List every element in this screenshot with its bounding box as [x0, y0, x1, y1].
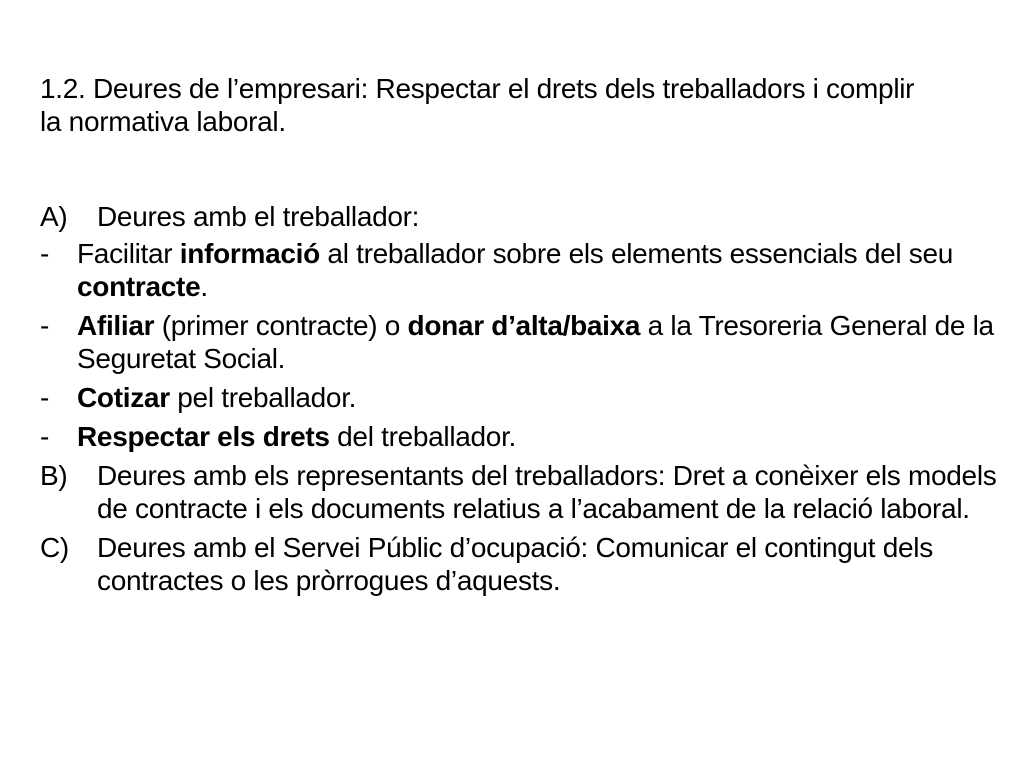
duty-text-part: (primer contracte) o — [154, 310, 408, 341]
duty-marker: - — [40, 310, 50, 341]
section-a-text: Deures amb el treballador: — [97, 201, 420, 232]
duty-item-cotizar — [40, 381, 1000, 414]
duty-bold-part: Afiliar — [77, 310, 155, 341]
duty-marker: - — [40, 382, 50, 413]
duty-text — [77, 381, 1000, 414]
duty-text-part: Facilitar — [77, 238, 180, 269]
section-a-item — [40, 200, 1000, 233]
duty-text-part: a la Tresoreria General de la Seguretat Social. — [77, 310, 994, 374]
duties-list — [40, 200, 1000, 603]
duty-text — [77, 309, 1000, 375]
duty-bold-part: informació — [179, 238, 320, 269]
duty-bold-part: contracte — [77, 271, 201, 302]
duty-bold-part: donar d’alta/baixa — [407, 310, 641, 341]
section-c-marker: C) — [40, 532, 69, 563]
duty-bold-part: Cotizar — [77, 382, 170, 413]
duty-text — [77, 420, 1000, 453]
duty-text-part: . — [200, 271, 208, 302]
section-b-marker: B) — [40, 460, 68, 491]
slide-heading: 1.2. Deures de l’empresari: Respectar el drets dels treballadors i complir la normativa laboral. — [40, 73, 915, 137]
section-b-text: Deures amb els representants del treballadors: Dret a conèixer els models de contracte i els documents relatius a l’acabament de la relació laboral. — [97, 460, 997, 524]
section-b-item — [40, 459, 1000, 525]
duty-marker: - — [40, 238, 50, 269]
duty-text — [77, 237, 1000, 303]
duty-item-respectar — [40, 420, 1000, 453]
duty-bold-part: Respectar els drets — [77, 421, 330, 452]
section-c-text: Deures amb el Servei Públic d’ocupació: Comunicar el contingut dels contractes o les pròrrogues d’aquests. — [97, 532, 933, 596]
section-a-marker: A) — [40, 201, 68, 232]
duty-item-afiliar — [40, 309, 1000, 375]
duty-text-part: pel treballador. — [169, 382, 357, 413]
section-c-item — [40, 531, 1000, 597]
duty-text-part: del treballador. — [329, 421, 517, 452]
duty-marker: - — [40, 421, 50, 452]
duty-text-part: al treballador sobre els elements essencials del seu — [319, 238, 954, 269]
duty-item-informacio — [40, 237, 1000, 303]
